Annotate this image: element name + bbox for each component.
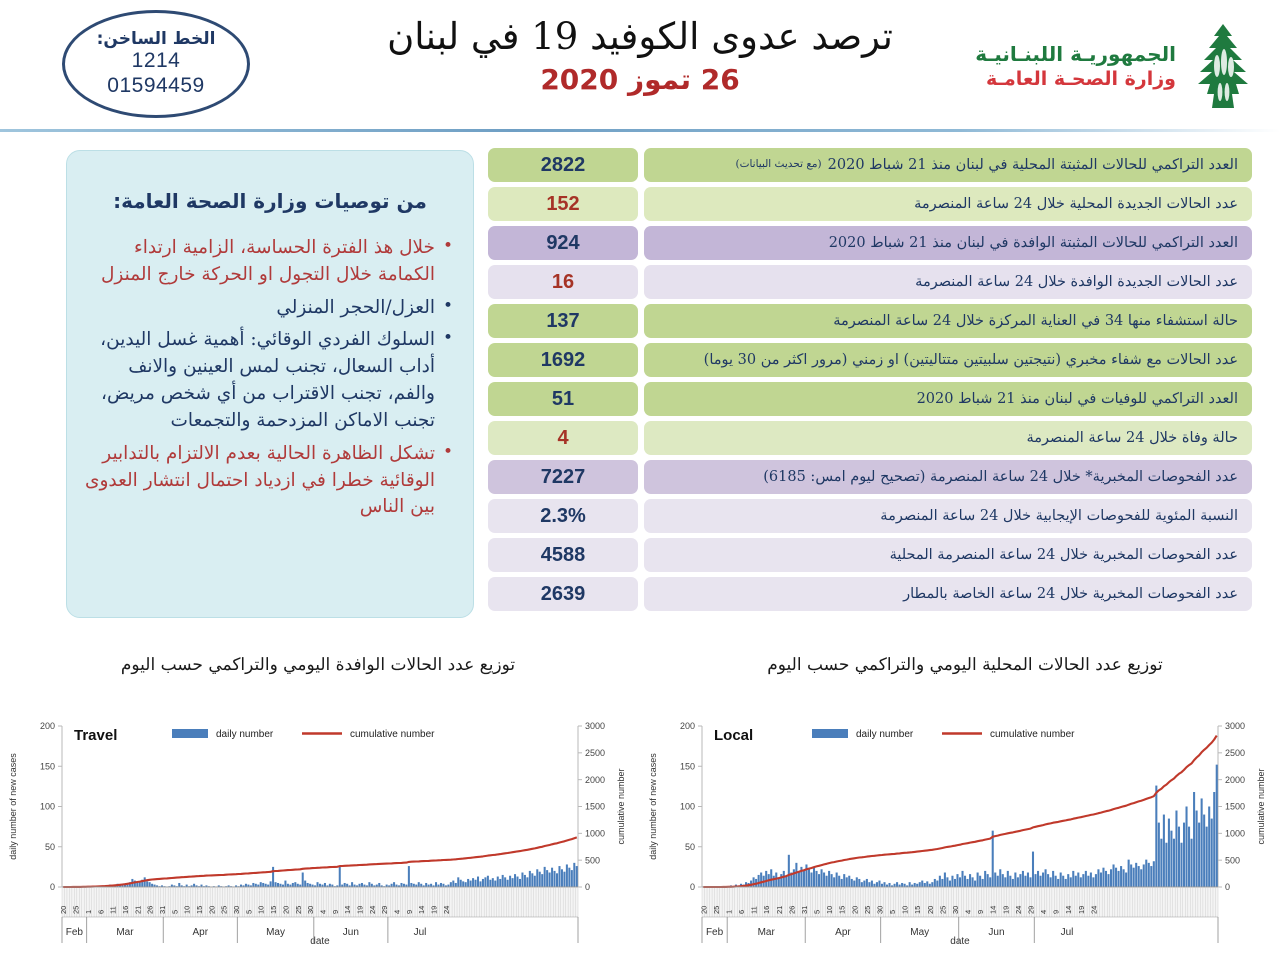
table-row [488, 499, 1252, 533]
svg-text:1: 1 [83, 909, 93, 914]
report-date: 26 تموز 2020 [540, 62, 740, 96]
stat-value: 152 [488, 187, 638, 221]
recommendation-item: • العزل/الحجر المنزلي [85, 295, 455, 322]
svg-text:cumulative number: cumulative number [990, 729, 1075, 740]
svg-text:4: 4 [1039, 909, 1049, 914]
svg-text:29: 29 [380, 905, 390, 914]
logo-republic-label: الجمهوريـة اللبنـانيـة [975, 41, 1176, 66]
svg-text:4: 4 [963, 909, 973, 914]
svg-text:cumulative number: cumulative number [350, 729, 435, 740]
stat-value: 1692 [488, 343, 638, 377]
svg-text:1: 1 [724, 909, 734, 914]
local-chart [640, 712, 1280, 952]
svg-text:1500: 1500 [585, 801, 606, 812]
svg-text:24: 24 [367, 905, 377, 914]
svg-text:9: 9 [404, 909, 414, 914]
recommendations-panel [66, 150, 474, 618]
svg-text:25: 25 [219, 905, 229, 914]
svg-text:Mar: Mar [757, 927, 775, 938]
svg-text:20: 20 [281, 905, 291, 914]
header-divider [0, 129, 1280, 132]
stat-label-text: عدد الفحوصات المخبرية* خلال 24 ساعة المنصرمة (تصحيح ليوم امس: 6185) [763, 468, 1238, 485]
stat-label [644, 187, 1252, 221]
svg-text:14: 14 [1064, 905, 1074, 914]
statistics-table [488, 148, 1252, 616]
svg-text:15: 15 [837, 905, 847, 914]
svg-text:30: 30 [875, 905, 885, 914]
svg-text:2500: 2500 [585, 748, 606, 759]
svg-text:date: date [950, 936, 970, 947]
recommendation-item: • تشكل الظاهرة الحالية بعدم الالتزام بالتدابير الوقائية خطرا في ازدياد احتمال انتشار العدوى بين الناس [85, 441, 455, 521]
hotline-label: الخط الساخن: [96, 29, 216, 50]
table-row [488, 226, 1252, 260]
stat-value: 2822 [488, 148, 638, 182]
stat-label-text: عدد الفحوصات المخبرية خلال 24 ساعة الخاصة بالمطار [903, 585, 1238, 602]
stat-label [644, 538, 1252, 572]
svg-text:20: 20 [699, 905, 709, 914]
svg-text:21: 21 [133, 905, 143, 914]
svg-text:6: 6 [96, 909, 106, 914]
stat-label-text: عدد الحالات مع شفاء مخبري (نتيجتين سلبيتين متتاليتين) او زمني (مرور اكثر من 30 يوما) [703, 351, 1238, 368]
stat-label-note: (مع تحديث البيانات) [735, 158, 822, 171]
svg-text:31: 31 [799, 905, 809, 914]
svg-text:14: 14 [343, 905, 353, 914]
svg-text:0: 0 [49, 882, 55, 893]
table-row [488, 304, 1252, 338]
svg-text:30: 30 [950, 905, 960, 914]
svg-text:9: 9 [330, 909, 340, 914]
stat-value: 51 [488, 382, 638, 416]
svg-text:10: 10 [182, 905, 192, 914]
stat-label-text: العدد التراكمي للوفيات في لبنان منذ 21 شباط 2020 [916, 390, 1238, 407]
svg-text:15: 15 [269, 905, 279, 914]
table-row [488, 421, 1252, 455]
svg-text:24: 24 [441, 905, 451, 914]
stat-label [644, 343, 1252, 377]
hotline-badge [62, 10, 250, 118]
stat-value: 924 [488, 226, 638, 260]
stat-label-text: عدد الحالات الجديدة الوافدة خلال 24 ساعة المنصرمة [915, 273, 1238, 290]
svg-text:9: 9 [976, 909, 986, 914]
svg-text:3000: 3000 [1225, 721, 1246, 732]
stat-label [644, 460, 1252, 494]
svg-text:cumulative number: cumulative number [616, 768, 626, 845]
svg-text:10: 10 [256, 905, 266, 914]
svg-text:50: 50 [684, 841, 695, 852]
stat-value: 2.3% [488, 499, 638, 533]
title-block [330, 16, 950, 96]
logo-ministry-label: وزارة الصحـة العامـة [985, 67, 1176, 90]
svg-text:150: 150 [39, 761, 55, 772]
svg-text:20: 20 [59, 905, 69, 914]
svg-text:5: 5 [812, 909, 822, 914]
svg-text:May: May [266, 927, 286, 938]
svg-text:24: 24 [1013, 905, 1023, 914]
stat-label-text: النسبة المئوية للفحوصات الإيجابية خلال 24 ساعة المنصرمة [880, 507, 1238, 524]
svg-text:date: date [310, 936, 330, 947]
svg-text:1000: 1000 [585, 828, 606, 839]
svg-text:Apr: Apr [835, 927, 851, 938]
svg-text:May: May [910, 927, 930, 938]
hotline-number-primary: 1214 [131, 49, 181, 73]
svg-text:11: 11 [108, 906, 118, 914]
svg-text:31: 31 [157, 905, 167, 914]
svg-text:5: 5 [244, 909, 254, 914]
travel-chart-caption: توزيع عدد الحالات الوافدة اليومي والتراكمي حسب اليوم [120, 655, 516, 675]
svg-text:24: 24 [1089, 905, 1099, 914]
stat-value: 7227 [488, 460, 638, 494]
svg-text:Jun: Jun [342, 927, 359, 938]
svg-text:Feb: Feb [705, 927, 724, 938]
stat-value: 2639 [488, 577, 638, 611]
table-row [488, 187, 1252, 221]
svg-text:25: 25 [862, 905, 872, 914]
svg-text:Apr: Apr [192, 927, 209, 938]
svg-text:200: 200 [679, 721, 695, 732]
svg-text:0: 0 [689, 882, 695, 893]
svg-text:19: 19 [429, 905, 439, 914]
travel-chart [0, 712, 640, 952]
local-chart-caption: توزيع عدد الحالات المحلية اليومي والتراكمي حسب اليوم [767, 655, 1163, 675]
svg-text:9: 9 [1051, 909, 1061, 914]
svg-text:5: 5 [888, 909, 898, 914]
svg-text:0: 0 [1225, 882, 1231, 893]
stat-label-text: حالة استشفاء منها 34 في العناية المركزة خلال 24 ساعة المنصرمة [833, 312, 1238, 329]
stat-label-text: العدد التراكمي للحالات المثبتة المحلية في لبنان منذ 21 شباط 2020 [827, 156, 1238, 173]
svg-text:19: 19 [355, 905, 365, 914]
svg-text:20: 20 [925, 905, 935, 914]
svg-text:cumulative number: cumulative number [1256, 768, 1266, 845]
stat-value: 137 [488, 304, 638, 338]
svg-text:25: 25 [71, 905, 81, 914]
svg-text:0: 0 [585, 882, 591, 893]
ministry-logo-text [975, 41, 1176, 92]
svg-text:19: 19 [1076, 905, 1086, 914]
page-title: ترصد عدوى الكوفيد 19 في لبنان [387, 15, 893, 58]
table-row [488, 577, 1252, 611]
stat-label [644, 265, 1252, 299]
svg-text:Jul: Jul [413, 927, 427, 938]
svg-text:50: 50 [44, 841, 55, 852]
recommendation-item: • السلوك الفردي الوقائي: أهمية غسل اليدين، أداب السعال، تجنب لمس العينين والانف والفم، تجنب الاقتراب من أي شخص مريض، تجنب الاماكن المزدحمة والتجمعات [85, 327, 455, 434]
svg-text:4: 4 [318, 909, 328, 914]
table-row [488, 382, 1252, 416]
svg-text:16: 16 [762, 905, 772, 914]
stat-label [644, 577, 1252, 611]
stat-label [644, 499, 1252, 533]
recommendations-title: من توصيات وزارة الصحة العامة: [113, 189, 427, 213]
svg-text:25: 25 [293, 905, 303, 914]
stat-label [644, 148, 1252, 182]
svg-text:10: 10 [900, 905, 910, 914]
svg-text:1500: 1500 [1225, 801, 1246, 812]
stat-label [644, 226, 1252, 260]
svg-text:daily number of new cases: daily number of new cases [648, 753, 658, 860]
stat-label [644, 382, 1252, 416]
stat-label [644, 421, 1252, 455]
svg-text:26: 26 [787, 905, 797, 914]
svg-text:30: 30 [232, 905, 242, 914]
svg-text:500: 500 [1225, 855, 1241, 866]
svg-text:2000: 2000 [585, 774, 606, 785]
svg-text:15: 15 [913, 905, 923, 914]
table-row [488, 265, 1252, 299]
recommendation-item: • خلال هذ الفترة الحساسة، الزامية ارتداء الكمامة خلال التجول او الحركة خارج المنزل [85, 235, 455, 289]
svg-text:20: 20 [850, 905, 860, 914]
svg-text:1000: 1000 [1225, 828, 1246, 839]
svg-text:daily number: daily number [216, 729, 274, 740]
svg-text:Mar: Mar [116, 927, 134, 938]
svg-text:Feb: Feb [65, 927, 83, 938]
ministry-logo [975, 22, 1262, 110]
svg-text:Jun: Jun [988, 927, 1005, 938]
svg-text:14: 14 [988, 905, 998, 914]
svg-text:5: 5 [170, 909, 180, 914]
svg-text:150: 150 [679, 761, 695, 772]
stat-label-text: حالة وفاة خلال 24 ساعة المنصرمة [1026, 429, 1238, 446]
table-row [488, 538, 1252, 572]
stat-label-text: عدد الفحوصات المخبرية خلال 24 ساعة المنصرمة المحلية [889, 546, 1238, 563]
svg-text:500: 500 [585, 855, 601, 866]
stat-value: 16 [488, 265, 638, 299]
svg-text:200: 200 [39, 721, 55, 732]
table-row [488, 343, 1252, 377]
stat-label-text: العدد التراكمي للحالات المثبتة الوافدة في لبنان منذ 21 شباط 2020 [828, 234, 1238, 251]
svg-text:4: 4 [392, 909, 402, 914]
svg-text:Local: Local [714, 727, 754, 744]
svg-text:100: 100 [39, 801, 55, 812]
table-row [488, 460, 1252, 494]
stat-value: 4 [488, 421, 638, 455]
hotline-number-secondary: 01594459 [107, 74, 205, 98]
page-header [0, 0, 1280, 130]
stat-label [644, 304, 1252, 338]
svg-text:21: 21 [774, 905, 784, 914]
stat-value: 4588 [488, 538, 638, 572]
stat-label-text: عدد الحالات الجديدة المحلية خلال 24 ساعة المنصرمة [914, 195, 1238, 212]
svg-text:daily number: daily number [856, 729, 914, 740]
recommendations-list [85, 235, 455, 521]
svg-text:2500: 2500 [1225, 748, 1246, 759]
svg-text:19: 19 [1001, 905, 1011, 914]
svg-text:10: 10 [825, 905, 835, 914]
svg-text:3000: 3000 [585, 721, 606, 732]
svg-text:Travel: Travel [74, 727, 118, 744]
svg-text:16: 16 [120, 905, 130, 914]
svg-text:2000: 2000 [1225, 774, 1246, 785]
svg-text:100: 100 [679, 801, 695, 812]
svg-text:14: 14 [417, 905, 427, 914]
svg-text:25: 25 [938, 905, 948, 914]
svg-text:29: 29 [1026, 905, 1036, 914]
table-row [488, 148, 1252, 182]
cedar-tree-icon [1184, 22, 1262, 110]
svg-text:daily number of new cases: daily number of new cases [8, 753, 18, 860]
svg-text:30: 30 [306, 905, 316, 914]
svg-text:20: 20 [207, 905, 217, 914]
svg-text:25: 25 [711, 905, 721, 914]
svg-text:11: 11 [749, 906, 759, 914]
svg-text:26: 26 [145, 905, 155, 914]
svg-text:Jul: Jul [1060, 927, 1074, 938]
svg-text:6: 6 [737, 909, 747, 914]
svg-text:15: 15 [195, 905, 205, 914]
